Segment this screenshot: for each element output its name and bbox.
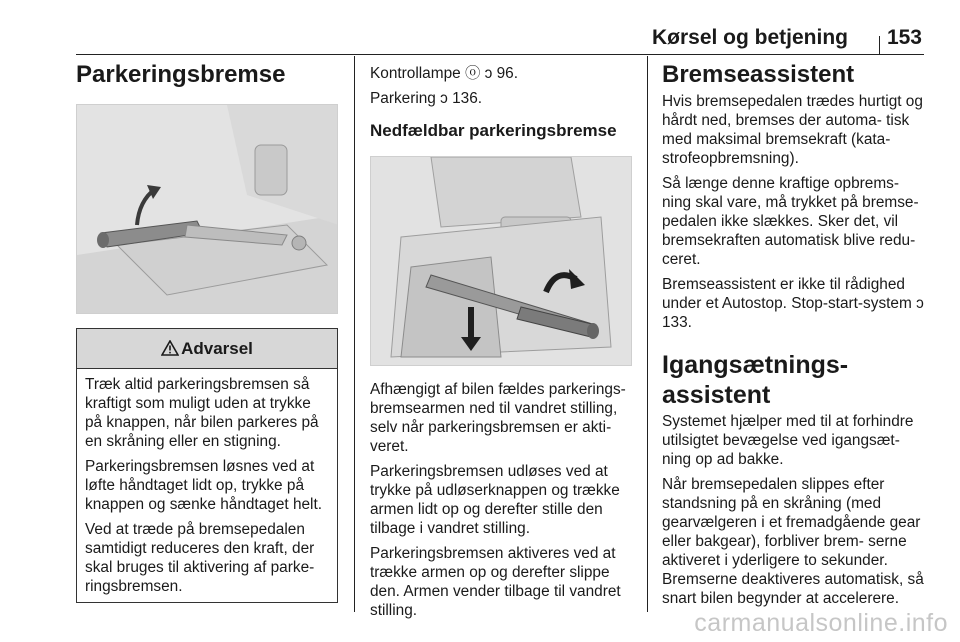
heading-parkeringsbremse: Parkeringsbremse xyxy=(76,61,286,88)
column-divider-1 xyxy=(354,56,355,612)
column-divider-2 xyxy=(647,56,648,612)
page-header xyxy=(0,0,960,56)
paragraph: Afhængigt af bilen fældes parkerings- bremsearmen ned til vandret stilling, selv når parkeringsbremsen er akti- veret. xyxy=(370,381,626,455)
reference-kontrollampe: Kontrollampe ⓞ ↄ 96. xyxy=(370,65,518,82)
handbrake-illustration xyxy=(76,104,338,314)
page-number: 153 xyxy=(886,26,922,49)
paragraph: Når bremsepedalen slippes efter standsning på en skråning (med gearvælgeren i et fremadgående gear eller bakgear), forbliver brem- serne aktiveret i yderligere to sekunder. Bremserne deaktiveres automatisk, så snart bilen begynder at accelerere. xyxy=(662,476,924,607)
warning-body xyxy=(77,369,337,602)
heading-igangsaetnings-assistent: Igangsætnings-assistent xyxy=(662,351,849,409)
paragraph: Parkeringsbremsen aktiveres ved at trække armen op og derefter slippe den. Armen vender tilbage til vandret stilling. xyxy=(370,545,621,619)
column-3 xyxy=(662,60,928,608)
warning-header xyxy=(77,329,337,369)
handbrake-drawing xyxy=(77,105,338,314)
paragraph: Hvis bremsepedalen trædes hurtigt og hårdt ned, bremses der automa- tisk med maksimal bremsekraft (kata- strofeopbremsning). xyxy=(662,93,923,167)
paragraph: Parkeringsbremsen udløses ved at trykke på udløserknappen og trække armen lidt op og derefter stille den tilbage i vandret stilling. xyxy=(370,463,620,537)
paragraph: Bremseassistent er ikke til rådighed under et Autostop. Stop-start-system ↄ 133. xyxy=(662,276,924,331)
warning-title: Advarsel xyxy=(181,339,253,358)
paragraph: Så længe denne kraftige opbrems- ning skal vare, må trykket på bremse- pedalen ikke slækkes. Sker det, vil bremsekraften automatisk blive redu- ceret. xyxy=(662,175,919,268)
watermark: carmanualsonline.info xyxy=(694,609,948,637)
column-2 xyxy=(370,60,632,620)
header-rule xyxy=(76,54,924,55)
subheading-nedfaeldbar: Nedfældbar parkeringsbremse xyxy=(370,121,617,140)
section-title: Kørsel og betjening xyxy=(651,26,848,49)
warning-paragraph: Parkeringsbremsen løsnes ved at løfte håndtaget lidt op, trykke på knappen og sænke håndtaget helt. xyxy=(85,458,323,513)
header-divider xyxy=(879,36,880,54)
paragraph: Systemet hjælper med til at forhindre utilsigtet bevægelse ved igangsæt- ning op ad bakke. xyxy=(662,413,914,468)
warning-paragraph: Træk altid parkeringsbremsen så kraftigt som muligt uden at trykke på knappen, når bilen parkeres på en skråning eller en stigning. xyxy=(85,376,319,450)
foldable-handbrake-drawing xyxy=(371,157,632,366)
warning-icon xyxy=(161,340,179,356)
warning-paragraph: Ved at træde på bremsepedalen samtidigt reduceres den kraft, der skal bruges til aktivering af parke- ringsbremsen. xyxy=(85,521,315,595)
warning-box xyxy=(76,328,338,603)
heading-bremseassistent: Bremseassistent xyxy=(662,61,855,88)
reference-parkering: Parkering ↄ 136. xyxy=(370,90,483,107)
column-1 xyxy=(76,60,338,603)
foldable-handbrake-illustration xyxy=(370,156,632,366)
